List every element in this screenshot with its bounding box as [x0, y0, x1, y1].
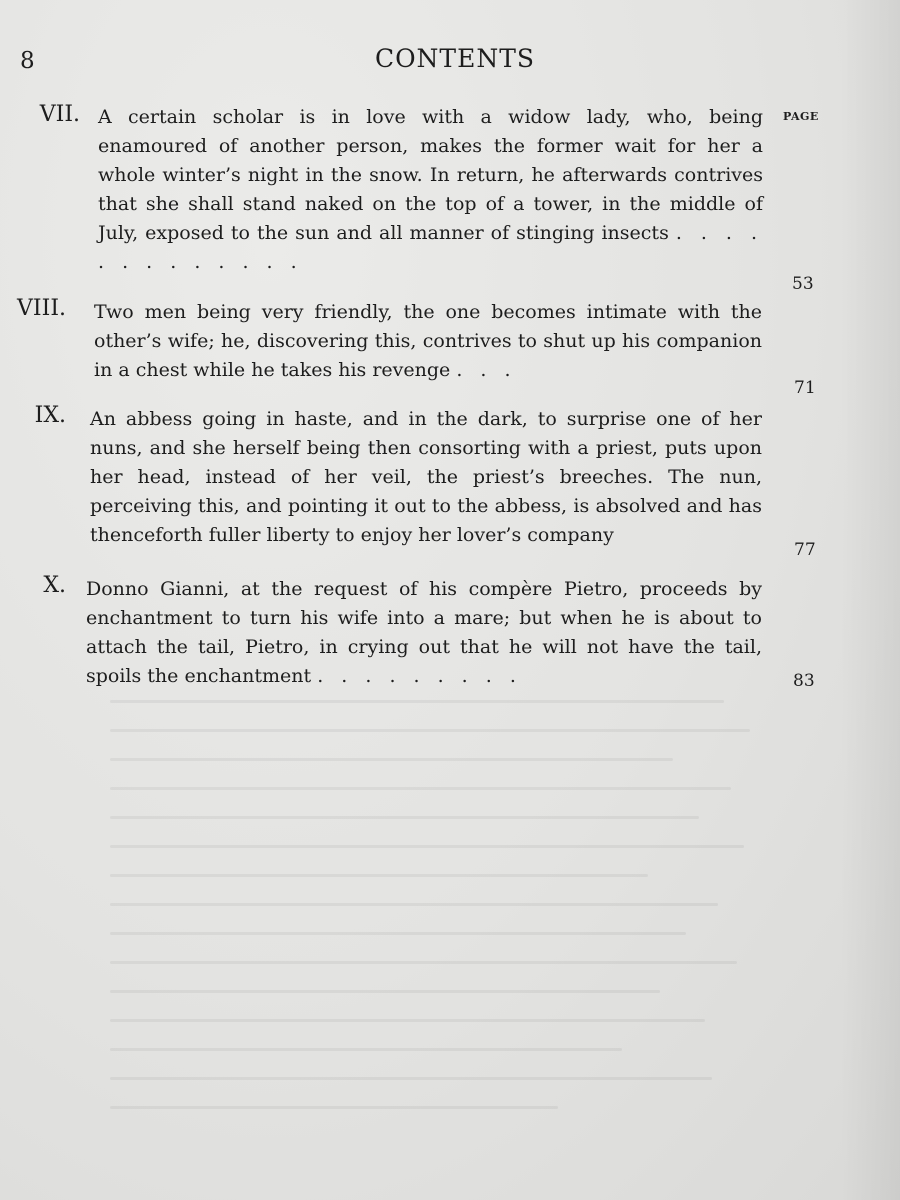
- entry-description: Two men being very friendly, the one becomes intimate with the other’s wife; he, discovering this, contrives to shut up his companion in a chest while he takes his revenge: [94, 301, 762, 381]
- entry-text: [94, 298, 762, 385]
- dot-leader: . . . . . . . . . . . . .: [98, 222, 764, 273]
- entry-description: A certain scholar is in love with a widow lady, who, being enamoured of another person, makes the former wait for her a whole winter’s night in the snow. In return, he afterwards contrives that she shall stand naked on the top of a tower, in the middle of July, exposed to the sun and all manner of stinging insects: [98, 106, 763, 244]
- entry-description: An abbess going in haste, and in the dark, to surprise one of her nuns, and she herself being then consorting with a priest, puts upon her head, instead of her veil, the priest’s breeches. The nun, perceiving this, and pointing it out to the abbess, is absolved and has thenceforth fuller liberty to enjoy her lover’s company: [90, 408, 762, 546]
- entry-text: [86, 575, 762, 691]
- entry-page-number: 71: [794, 378, 816, 398]
- entry-numeral: VII.: [39, 102, 80, 127]
- entry-page-number: 77: [794, 540, 816, 560]
- dot-leader: . . . . . . . . .: [317, 665, 522, 687]
- entry-numeral: VIII.: [17, 296, 66, 321]
- entry-numeral: X.: [43, 573, 66, 598]
- page-column-label: PAGE: [783, 110, 819, 123]
- entry-text: [98, 103, 763, 277]
- entry-page-number: 53: [792, 274, 814, 294]
- entry-text: [90, 405, 762, 550]
- page-edge-shadow: [840, 0, 900, 1200]
- bleed-through-text: [110, 700, 750, 1140]
- page-number: 8: [20, 48, 35, 74]
- dot-leader: . . .: [456, 359, 517, 381]
- entry-page-number: 83: [793, 671, 815, 691]
- entry-numeral: IX.: [34, 403, 66, 428]
- entry-description: Donno Gianni, at the request of his compère Pietro, proceeds by enchantment to turn his wife into a mare; but when he is about to attach the tail, Pietro, in crying out that he will not have the tail, spoils the enchantment: [86, 578, 762, 687]
- page-title: CONTENTS: [374, 44, 536, 73]
